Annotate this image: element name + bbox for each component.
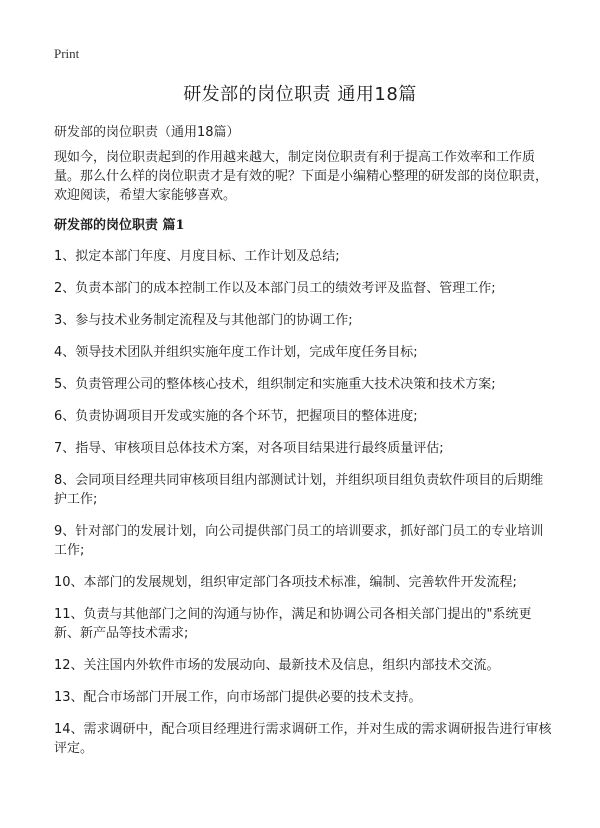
page-title: 研发部的岗位职责 通用18篇: [183, 84, 417, 105]
list-item: 8、会同项目经理共同审核项目组内部测试计划，并组织项目组负责软件项目的后期维护工作;: [54, 473, 544, 507]
list-item: 12、关注国内外软件市场的发展动向、最新技术及信息，组织内部技术交流。: [54, 658, 500, 673]
intro-paragraph: 现如今，岗位职责起到的作用越来越大，制定岗位职责有利于提高工作效率和工作质量。那么什么样的岗位职责才是有效的呢？下面是小编精心整理的研发部的岗位职责，欢迎阅读，希望大家能够喜欢。: [54, 150, 549, 203]
list-item: 13、配合市场部门开展工作，向市场部门提供必要的技术支持。: [54, 690, 422, 705]
document-subtitle: 研发部的岗位职责（通用18篇）: [54, 125, 240, 140]
list-item: 4、领导技术团队并组织实施年度工作计划，完成年度任务目标;: [54, 345, 418, 360]
list-item: 2、负责本部门的成本控制工作以及本部门员工的绩效考评及监督、管理工作;: [54, 281, 496, 296]
list-item: 11、负责与其他部门之间的沟通与协作，满足和协调公司各相关部门提出的"系统更新、新产品等技术需求;: [54, 607, 532, 641]
list-item: 14、需求调研中，配合项目经理进行需求调研工作，并对生成的需求调研报告进行审核评定。: [54, 722, 552, 756]
duty-list: [54, 247, 554, 758]
list-item: 7、指导、审核项目总体技术方案，对各项目结果进行最终质量评估;: [54, 441, 444, 456]
print-label: Print: [54, 46, 80, 61]
list-item: 10、本部门的发展规划，组织审定部门各项技术标准，编制、完善软件开发流程;: [54, 575, 517, 590]
list-item: 3、参与技术业务制定流程及与其他部门的协调工作;: [54, 313, 353, 328]
section-heading: 研发部的岗位职责 篇1: [54, 218, 185, 233]
list-item: 6、负责协调项目开发或实施的各个环节，把握项目的整体进度;: [54, 409, 418, 424]
list-item: 9、针对部门的发展计划，向公司提供部门员工的培训要求，抓好部门员工的专业培训工作;: [54, 524, 544, 558]
list-item: 5、负责管理公司的整体核心技术，组织制定和实施重大技术决策和技术方案;: [54, 377, 496, 392]
list-item: 1、拟定本部门年度、月度目标、工作计划及总结;: [54, 249, 340, 264]
